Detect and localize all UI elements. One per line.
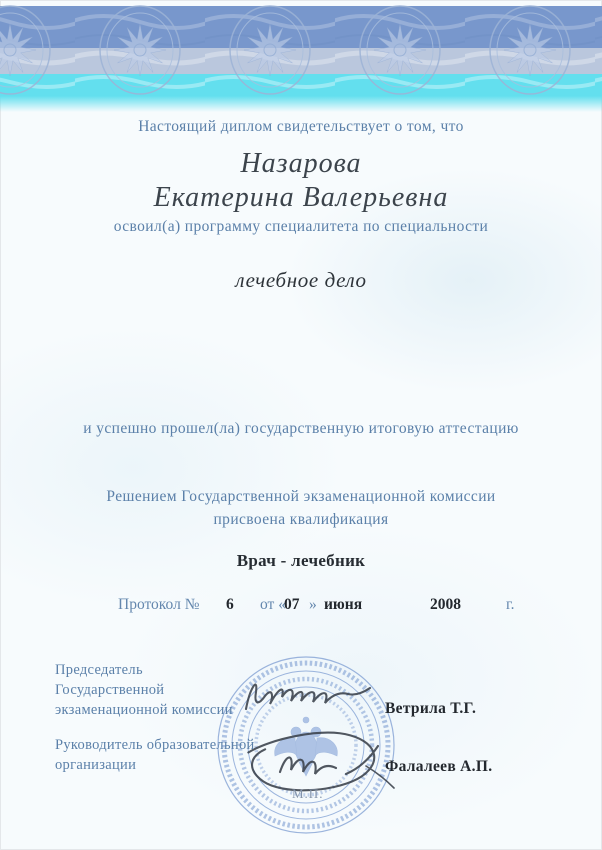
statement-line: Настоящий диплом свидетельствует о том, что (138, 118, 464, 135)
signatory-name-chairman: Ветрила Т.Г. (385, 700, 477, 717)
protocol-year: 2008 (430, 596, 461, 613)
role-line: Председатель (55, 662, 143, 678)
guilloche-header-band (0, 0, 602, 115)
seal-place-label: М.П. (292, 786, 324, 801)
protocol-number: 6 (226, 596, 234, 613)
protocol-line (0, 596, 602, 618)
qualification-value: Врач - лечебник (236, 551, 366, 570)
signatory-role-chairman (55, 660, 233, 720)
commission-line-1: Решением Государственной экзаменационной комиссии (106, 488, 496, 505)
role-line: экзаменационной комиссии (55, 702, 233, 718)
protocol-from-quote: от « (260, 596, 286, 613)
guilloche-band-graphic (0, 0, 602, 115)
protocol-label: Протокол № (118, 596, 200, 613)
specialty-value: лечебное дело (235, 268, 367, 292)
protocol-year-suffix: г. (506, 596, 515, 613)
holder-first-patronymic: Екатерина Валерьевна (153, 182, 449, 213)
role-line: организации (55, 757, 137, 773)
protocol-close-quote: » (309, 596, 317, 613)
signatory-name-head: Фалалеев А.П. (385, 758, 493, 775)
commission-line-2: присвоена квалификация (213, 511, 389, 528)
program-line: освоил(а) программу специалитета по специальности (113, 218, 489, 235)
protocol-day: 07 (284, 596, 300, 613)
holder-last-name: Назарова (240, 148, 362, 179)
role-line: Руководитель образовательной (55, 737, 255, 753)
role-line: Государственной (55, 682, 165, 698)
attestation-line: и успешно прошел(ла) государственную итоговую аттестацию (83, 420, 519, 437)
signatory-role-head (55, 735, 255, 775)
protocol-month: июня (324, 596, 363, 613)
